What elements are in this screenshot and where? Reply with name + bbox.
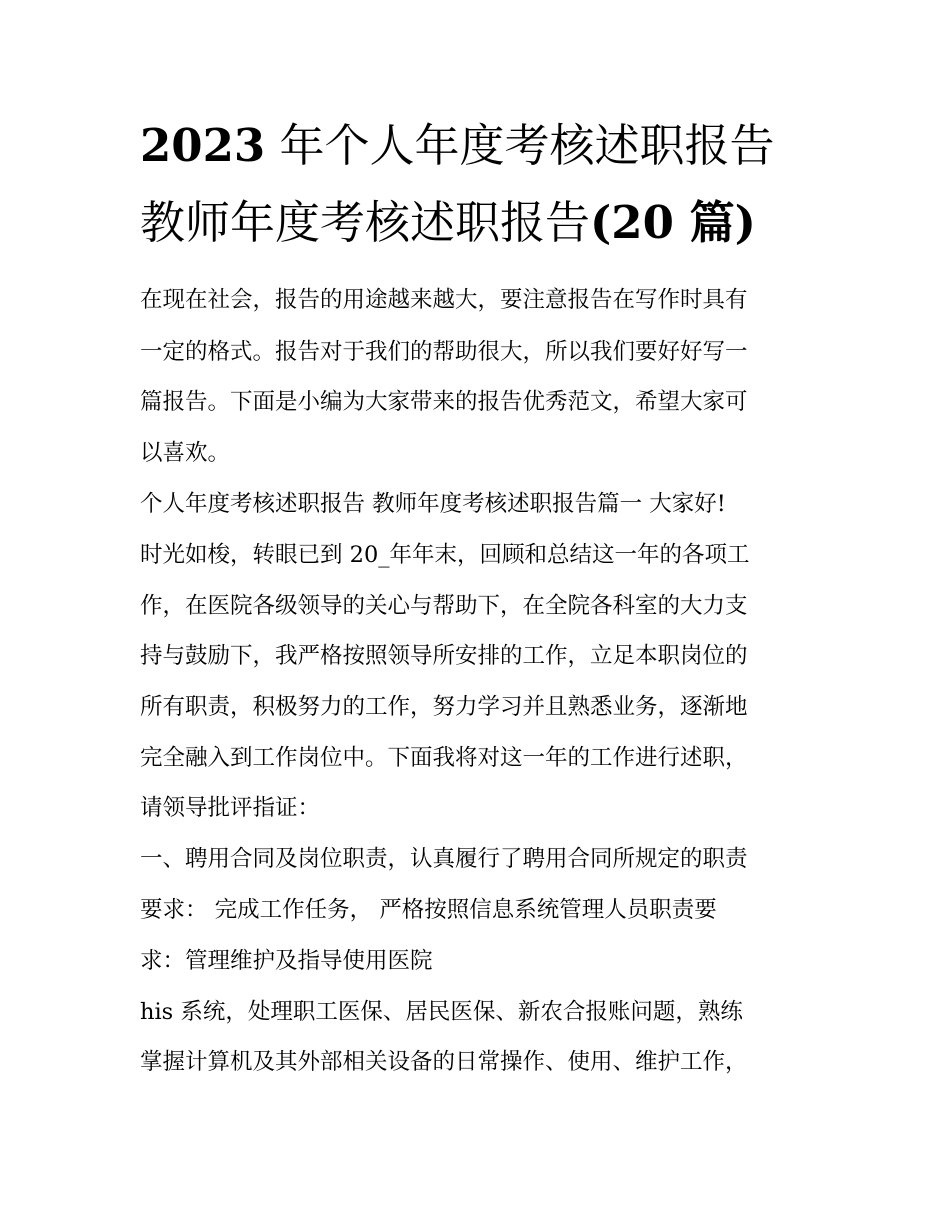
body-line: 一、聘用合同及岗位职责，认真履行了聘用合同所规定的职责 — [140, 846, 748, 872]
body-line: 所有职责，积极努力的工作，努力学习并且熟悉业务，逐渐地 — [140, 694, 748, 720]
body-line: 完全融入到工作岗位中。下面我将对这一年的工作进行述职， — [140, 745, 748, 771]
title-count: (20 篇) — [590, 196, 756, 249]
body-line: 要求： 完成工作任务， 严格按照信息系统管理人员职责要 — [140, 897, 717, 923]
body-line: 个人年度考核述职报告 教师年度考核述职报告篇一 大家好! — [140, 491, 726, 517]
title-text-1: 年个人年度考核述职报告 — [265, 119, 775, 172]
body-line: 时光如梭，转眼已到 20_年年末，回顾和总结这一年的各项工 — [140, 542, 750, 568]
title-year: 2023 — [140, 119, 266, 172]
body-line: 以喜欢。 — [140, 440, 231, 466]
document-title-line-2 — [140, 195, 820, 251]
body-line: 求：管理维护及指导使用医院 — [140, 948, 433, 974]
body-line: 持与鼓励下，我严格按照领导所安排的工作，立足本职岗位的 — [140, 643, 748, 669]
document-title-line-1 — [140, 118, 820, 174]
body-line: 作，在医院各级领导的关心与帮助下，在全院各科室的大力支 — [140, 593, 748, 619]
body-line: 一定的格式。报告对于我们的帮助很大，所以我们要好好写一 — [140, 339, 748, 365]
body-line: 请领导批评指证： — [140, 795, 321, 821]
body-line: 掌握计算机及其外部相关设备的日常操作、使用、维护工作， — [140, 1049, 748, 1075]
body-line: 在现在社会，报告的用途越来越大，要注意报告在写作时具有 — [140, 287, 748, 313]
body-line: his 系统，处理职工医保、居民医保、新农合报账问题，熟练 — [140, 999, 743, 1025]
body-line: 篇报告。下面是小编为大家带来的报告优秀范文，希望大家可 — [140, 389, 748, 415]
title-text-2: 教师年度考核述职报告 — [140, 196, 591, 249]
